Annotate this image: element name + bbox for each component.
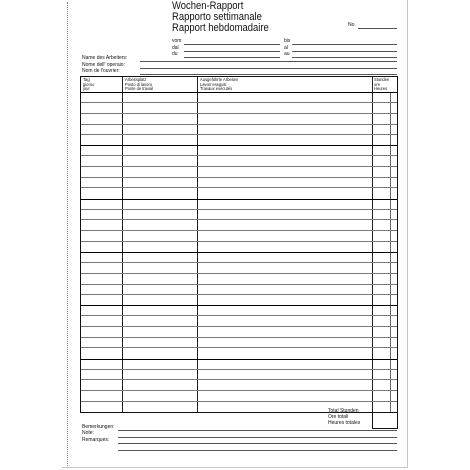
- table-row-divider: [81, 379, 397, 380]
- day-block: [81, 199, 397, 252]
- period-to-labels: [284, 38, 290, 58]
- table-row-divider: [81, 390, 397, 391]
- header-workplace-fr: Poste de travail: [125, 86, 154, 92]
- worker-name-labels: [82, 55, 127, 75]
- remarks-label-de: Bemerkungen:: [82, 424, 115, 430]
- day-block: [81, 92, 397, 145]
- total-hours-label-de: Total Stunden: [328, 408, 359, 414]
- remarks-line: [118, 437, 397, 438]
- total-hours-label-it: Ore totali: [328, 413, 349, 420]
- table-row-divider: [81, 262, 397, 263]
- table-row-divider: [81, 326, 397, 327]
- title-french: Rapport hebdomadaire: [172, 22, 269, 34]
- total-hours-box: [372, 411, 398, 429]
- header-work-done-fr: Travaux exécutés: [200, 86, 233, 92]
- period-from-label-fr: du: [172, 51, 178, 57]
- worker-name-label-de: Name des Arbeiters:: [82, 55, 128, 61]
- table-row-divider: [81, 294, 397, 295]
- perforation-line: [67, 2, 68, 466]
- table-row-divider: [81, 284, 397, 285]
- period-from-line: [184, 57, 280, 58]
- period-from-label-de: vom: [172, 38, 182, 44]
- header-hours-it: ore: [374, 81, 380, 87]
- table-row-divider: [81, 337, 397, 338]
- header-workplace-it: Posto di lavoro: [125, 81, 153, 87]
- period-to-label-de: bis: [284, 38, 291, 44]
- total-hours-label-fr: Heures totales: [328, 419, 361, 426]
- table-row-divider: [81, 209, 397, 210]
- header-hours-fr: Heures: [374, 86, 388, 92]
- report-number-line: [358, 28, 397, 29]
- remarks-labels: [82, 424, 115, 443]
- header-workplace-de: Arbeitsplatz: [125, 77, 147, 82]
- table-row-divider: [81, 177, 397, 178]
- worker-name-label-fr: Nom de l'ouvrier:: [82, 68, 120, 74]
- remarks-line: [118, 430, 397, 431]
- remarks-label-it: Note:: [82, 430, 94, 437]
- work-table: [80, 76, 398, 413]
- day-block: [81, 305, 397, 358]
- period-from-label-it: dal: [172, 44, 179, 51]
- period-from-line: [184, 51, 280, 52]
- table-row-divider: [81, 219, 397, 220]
- form-title: [172, 1, 269, 34]
- header-work-done: [200, 78, 238, 92]
- worker-name-line: [140, 68, 397, 69]
- table-row-divider: [81, 230, 397, 231]
- period-to-line: [292, 51, 397, 52]
- title-german: Wochen-Rapport: [172, 0, 244, 12]
- remarks-line: [118, 443, 397, 444]
- remarks-label-fr: Remarques:: [82, 436, 110, 443]
- title-italian: Rapporto settimanale: [172, 11, 262, 23]
- table-row-divider: [81, 134, 397, 135]
- table-row-divider: [81, 155, 397, 156]
- period-to-label-fr: au: [284, 51, 290, 57]
- table-row-divider: [81, 166, 397, 167]
- header-workplace: [125, 78, 153, 92]
- period-to-line: [292, 44, 397, 45]
- table-row-divider: [81, 401, 397, 402]
- table-row-divider: [81, 124, 397, 125]
- table-row-divider: [81, 369, 397, 370]
- worker-name-line: [140, 61, 397, 62]
- period-from-line: [184, 44, 280, 45]
- table-row-divider: [81, 273, 397, 274]
- remarks-line: [118, 450, 397, 451]
- worker-name-label-it: Nome dell' operaio:: [82, 61, 125, 68]
- header-work-done-de: Ausgeführte Arbeiten: [200, 77, 239, 82]
- header-day-it: giorno: [83, 81, 95, 87]
- header-day: [83, 78, 94, 92]
- table-row-divider: [81, 241, 397, 242]
- table-row-divider: [81, 187, 397, 188]
- header-hours-de: Stunden: [374, 77, 390, 82]
- period-to-line: [292, 57, 397, 58]
- day-block: [81, 252, 397, 305]
- table-row-divider: [81, 102, 397, 103]
- day-block: [81, 359, 397, 412]
- period-from-labels: [172, 38, 181, 58]
- table-row-divider: [81, 113, 397, 114]
- table-row-divider: [81, 315, 397, 316]
- period-to-label-it: al: [284, 44, 288, 51]
- day-block: [81, 145, 397, 198]
- worker-name-line: [140, 74, 397, 75]
- header-day-fr: jour: [83, 86, 90, 92]
- total-hours-labels: [328, 409, 360, 426]
- header-work-done-it: Lavori eseguiti: [200, 81, 227, 87]
- header-day-de: Tag: [83, 77, 90, 82]
- report-number-label: No.: [348, 22, 356, 28]
- header-hours: [374, 78, 389, 92]
- table-row-divider: [81, 347, 397, 348]
